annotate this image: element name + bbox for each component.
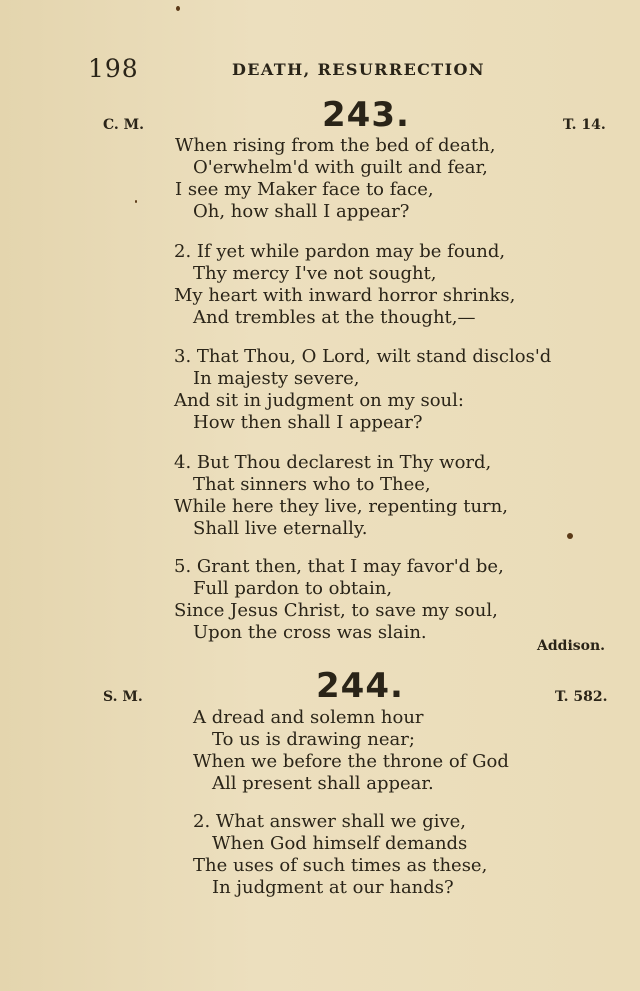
verse-line: In majesty severe, [193, 368, 360, 389]
verse-line: 2. If yet while pardon may be found, [174, 241, 506, 262]
verse-line: 4. But Thou declarest in Thy word, [174, 452, 492, 473]
verse-line: In judgment at our hands? [212, 877, 454, 898]
verse-line: When God himself demands [212, 833, 468, 854]
verse-line: A dread and solemn hour [193, 707, 424, 728]
ink-speck [176, 6, 180, 11]
verse-line: My heart with inward horror shrinks, [174, 285, 516, 306]
page-number: 198 [88, 54, 139, 83]
verse-line: Full pardon to obtain, [193, 578, 393, 599]
verse-line: Oh, how shall I appear? [193, 201, 410, 222]
hymn-tune: T. 14. [563, 117, 606, 133]
verse-line: I see my Maker face to face, [175, 179, 434, 200]
verse-line: 2. What answer shall we give, [193, 811, 467, 832]
verse-line: 3. That Thou, O Lord, wilt stand disclos'd [174, 346, 552, 367]
verse-line: While here they live, repenting turn, [174, 496, 508, 517]
hymn-meter: S. M. [103, 689, 143, 705]
verse-line: Upon the cross was slain. [193, 622, 427, 643]
verse-line: 5. Grant then, that I may favor'd be, [174, 556, 504, 577]
verse-line: All present shall appear. [212, 773, 434, 794]
verse-line: And sit in judgment on my soul: [174, 390, 464, 411]
running-title: DEATH, RESURRECTION [232, 60, 485, 79]
verse-line: When we before the throne of God [193, 751, 509, 772]
verse-line: Thy mercy I've not sought, [193, 263, 437, 284]
verse-line: O'erwhelm'd with guilt and fear, [193, 157, 488, 178]
ink-speck [567, 533, 573, 539]
verse-line: Since Jesus Christ, to save my soul, [174, 600, 498, 621]
verse-line: Shall live eternally. [193, 518, 368, 539]
verse-line: How then shall I appear? [193, 412, 423, 433]
hymn-tune: T. 582. [555, 689, 608, 705]
hymn-number: 244. [316, 666, 404, 706]
verse-line: To us is drawing near; [212, 729, 415, 750]
verse-line: When rising from the bed of death, [175, 135, 496, 156]
verse-line: And trembles at the thought,— [193, 307, 476, 328]
hymn-meter: C. M. [103, 117, 145, 133]
hymn-number: 243. [322, 95, 410, 135]
hymn-attribution: Addison. [537, 638, 606, 654]
verse-line: That sinners who to Thee, [193, 474, 431, 495]
verse-line: The uses of such times as these, [193, 855, 488, 876]
ink-speck [135, 200, 137, 203]
